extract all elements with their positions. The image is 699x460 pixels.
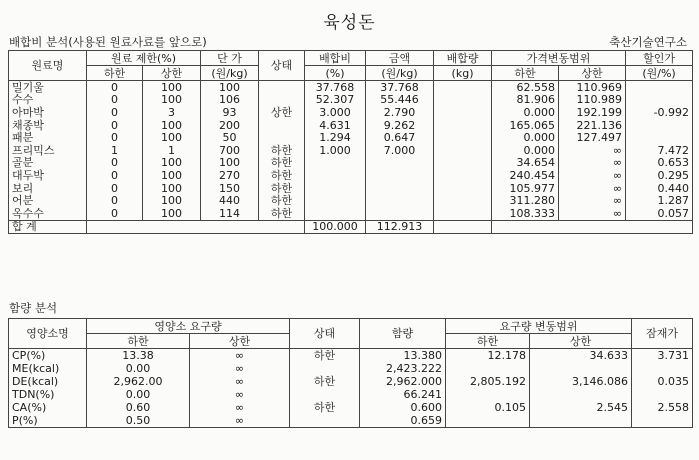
ingredient-name: 패분	[9, 131, 87, 144]
cost-amount	[366, 169, 434, 182]
nutrient-table	[8, 318, 693, 428]
price-range-high: ∞	[559, 207, 626, 220]
status: 하한	[259, 182, 305, 195]
total-spacer	[87, 220, 305, 234]
limit-low: 1	[87, 144, 143, 157]
requirement-low: 0.00	[87, 362, 190, 375]
mix-ratio: 3.000	[305, 106, 366, 119]
requirement-high: ∞	[190, 388, 290, 401]
ingredient-name: 옥수수	[9, 207, 87, 220]
requirement-low: 0.50	[87, 414, 190, 428]
nutrient-content: 2,962.000	[360, 375, 446, 388]
header-limit-high: 상한	[143, 66, 201, 81]
mix-ratio: 1.000	[305, 144, 366, 157]
header-amount: 금액	[366, 51, 434, 66]
limit-low: 0	[87, 194, 143, 207]
cost-amount: 9.262	[366, 119, 434, 132]
limit-low: 0	[87, 106, 143, 119]
requirement-high: ∞	[190, 401, 290, 414]
discount	[626, 131, 693, 144]
unit-price: 100	[201, 157, 259, 170]
discount: 0.057	[626, 207, 693, 220]
limit-low: 0	[87, 169, 143, 182]
req-range-high: 3,146.086	[530, 375, 632, 388]
ingredient-name: 골분	[9, 157, 87, 170]
table-row	[9, 349, 693, 363]
cost-amount	[366, 207, 434, 220]
discount	[626, 119, 693, 132]
total-row	[9, 220, 693, 234]
limit-low: 0	[87, 207, 143, 220]
limit-high: 100	[143, 182, 201, 195]
price-range-low: 105.977	[492, 182, 559, 195]
table-row	[9, 106, 693, 119]
ingredient-name: 어분	[9, 194, 87, 207]
status	[259, 94, 305, 107]
cost-amount	[366, 194, 434, 207]
unit-price: 270	[201, 169, 259, 182]
nutrient-content: 66.241	[360, 388, 446, 401]
table-row	[9, 194, 693, 207]
mix-ratio: 4.631	[305, 119, 366, 132]
discount: -0.992	[626, 106, 693, 119]
price-range-high: 127.497	[559, 131, 626, 144]
ingredient-name: 아마박	[9, 106, 87, 119]
requirement-high: ∞	[190, 414, 290, 428]
shadow-price: 0.035	[632, 375, 693, 388]
price-range-high: ∞	[559, 144, 626, 157]
limit-high: 100	[143, 169, 201, 182]
unit-price: 106	[201, 94, 259, 107]
mix-quantity	[434, 207, 492, 220]
formula-header-row-2	[9, 66, 693, 81]
price-range-high: 110.969	[559, 81, 626, 94]
status: 하한	[259, 207, 305, 220]
nutrient-status: 하한	[290, 375, 360, 388]
nutrient-content: 0.600	[360, 401, 446, 414]
price-range-low: 165.065	[492, 119, 559, 132]
table-row	[9, 414, 693, 428]
table-row	[9, 169, 693, 182]
header-req-low: 하한	[87, 334, 190, 349]
status: 상한	[259, 106, 305, 119]
nutrient-content: 13.380	[360, 349, 446, 363]
discount: 1.287	[626, 194, 693, 207]
limit-low: 0	[87, 131, 143, 144]
table-row	[9, 362, 693, 375]
nutrient-name: CP(%)	[9, 349, 87, 363]
discount	[626, 94, 693, 107]
table-row	[9, 144, 693, 157]
formula-section-title: 배합비 분석(사용된 원료사료를 앞으로)	[9, 35, 207, 49]
mix-ratio: 1.294	[305, 131, 366, 144]
req-range-low: 0.105	[446, 401, 530, 414]
unit-price: 700	[201, 144, 259, 157]
ingredient-name: 대두박	[9, 169, 87, 182]
formula-header-row	[9, 51, 693, 66]
req-range-low: 2,805.192	[446, 375, 530, 388]
mix-quantity	[434, 182, 492, 195]
price-range-low: 0.000	[492, 144, 559, 157]
total-label: 합 계	[9, 220, 87, 234]
requirement-low: 0.00	[87, 388, 190, 401]
header-nutrient: 영양소명	[9, 319, 87, 349]
header-discount: 할인가	[626, 51, 693, 66]
header-ratio: 배합비	[305, 51, 366, 66]
requirement-high: ∞	[190, 349, 290, 363]
page-title: 육성돈	[323, 13, 376, 33]
ingredient-name: 밀기울	[9, 81, 87, 94]
price-range-low: 34.654	[492, 157, 559, 170]
table-row	[9, 375, 693, 388]
limit-high: 100	[143, 157, 201, 170]
organization-name: 축산기술연구소	[609, 35, 687, 49]
header-qty: 배합량	[434, 51, 492, 66]
mix-ratio	[305, 169, 366, 182]
mix-quantity	[434, 106, 492, 119]
header-shadow-price: 잠재가	[632, 319, 693, 349]
req-range-high	[530, 388, 632, 401]
table-row	[9, 182, 693, 195]
limit-low: 0	[87, 119, 143, 132]
limit-high: 100	[143, 207, 201, 220]
header-amount-unit: (원/kg)	[366, 66, 434, 81]
table-row	[9, 81, 693, 94]
limit-low: 0	[87, 81, 143, 94]
nutrient-status: 하한	[290, 401, 360, 414]
status	[259, 131, 305, 144]
header-nutrient-status: 상태	[290, 319, 360, 349]
discount: 0.653	[626, 157, 693, 170]
req-range-high	[530, 414, 632, 428]
nutrient-status	[290, 388, 360, 401]
nutrient-content: 2,423.222	[360, 362, 446, 375]
price-range-high: 110.989	[559, 94, 626, 107]
price-range-low: 240.454	[492, 169, 559, 182]
table-row	[9, 207, 693, 220]
requirement-low: 0.60	[87, 401, 190, 414]
price-range-high: ∞	[559, 182, 626, 195]
table-row	[9, 94, 693, 107]
shadow-price	[632, 362, 693, 375]
price-range-low: 0.000	[492, 131, 559, 144]
status	[259, 81, 305, 94]
mix-quantity	[434, 157, 492, 170]
unit-price: 200	[201, 119, 259, 132]
total-amount: 112.913	[366, 220, 434, 234]
limit-high: 3	[143, 106, 201, 119]
mix-ratio	[305, 194, 366, 207]
mix-ratio: 52.307	[305, 94, 366, 107]
status: 하한	[259, 157, 305, 170]
price-range-low: 0.000	[492, 106, 559, 119]
discount	[626, 81, 693, 94]
req-range-high	[530, 362, 632, 375]
req-range-low	[446, 388, 530, 401]
cost-amount	[366, 182, 434, 195]
price-range-low: 311.280	[492, 194, 559, 207]
table-row	[9, 157, 693, 170]
req-range-high: 34.633	[530, 349, 632, 363]
shadow-price	[632, 414, 693, 428]
cost-amount: 2.790	[366, 106, 434, 119]
limit-high: 100	[143, 119, 201, 132]
price-range-high: 192.199	[559, 106, 626, 119]
total-ratio: 100.000	[305, 220, 366, 234]
total-qty	[434, 220, 492, 234]
mix-ratio	[305, 207, 366, 220]
limit-low: 0	[87, 182, 143, 195]
mix-ratio	[305, 157, 366, 170]
price-range-high: ∞	[559, 157, 626, 170]
nutrient-name: ME(kcal)	[9, 362, 87, 375]
mix-ratio: 37.768	[305, 81, 366, 94]
header-req-range: 요구량 변동범위	[446, 319, 632, 334]
discount: 7.472	[626, 144, 693, 157]
header-status: 상태	[259, 51, 305, 81]
status: 하한	[259, 194, 305, 207]
requirement-low: 13.38	[87, 349, 190, 363]
table-row	[9, 388, 693, 401]
limit-low: 0	[87, 94, 143, 107]
limit-high: 100	[143, 131, 201, 144]
unit-price: 100	[201, 81, 259, 94]
mix-quantity	[434, 169, 492, 182]
cost-amount: 7.000	[366, 144, 434, 157]
price-range-low: 108.333	[492, 207, 559, 220]
cost-amount: 37.768	[366, 81, 434, 94]
requirement-low: 2,962.00	[87, 375, 190, 388]
nutrient-name: P(%)	[9, 414, 87, 428]
nutrient-section-title: 함량 분석	[9, 301, 58, 315]
ingredient-name: 프리믹스	[9, 144, 87, 157]
req-range-low: 12.178	[446, 349, 530, 363]
header-content: 함량	[360, 319, 446, 349]
total-spacer-2	[492, 220, 693, 234]
price-range-low: 62.558	[492, 81, 559, 94]
table-row	[9, 401, 693, 414]
header-ratio-unit: (%)	[305, 66, 366, 81]
header-qty-unit: (kg)	[434, 66, 492, 81]
mix-quantity	[434, 131, 492, 144]
unit-price: 440	[201, 194, 259, 207]
status: 하한	[259, 144, 305, 157]
table-row	[9, 119, 693, 132]
mix-quantity	[434, 81, 492, 94]
header-requirement: 영양소 요구량	[87, 319, 290, 334]
limit-high: 100	[143, 81, 201, 94]
req-range-high: 2.545	[530, 401, 632, 414]
shadow-price	[632, 388, 693, 401]
nutrient-status	[290, 362, 360, 375]
unit-price: 114	[201, 207, 259, 220]
limit-high: 100	[143, 94, 201, 107]
price-range-high: ∞	[559, 194, 626, 207]
mix-quantity	[434, 144, 492, 157]
price-range-low: 81.906	[492, 94, 559, 107]
limit-high: 1	[143, 144, 201, 157]
nutrient-name: CA(%)	[9, 401, 87, 414]
header-req-range-high: 상한	[530, 334, 632, 349]
limit-low: 0	[87, 157, 143, 170]
ingredient-name: 보리	[9, 182, 87, 195]
header-price: 단 가	[201, 51, 259, 66]
unit-price: 93	[201, 106, 259, 119]
limit-high: 100	[143, 194, 201, 207]
discount: 0.295	[626, 169, 693, 182]
req-range-low	[446, 362, 530, 375]
formula-table	[8, 50, 693, 234]
header-price-range: 가격변동범위	[492, 51, 626, 66]
ingredient-name: 채종박	[9, 119, 87, 132]
price-range-high: ∞	[559, 169, 626, 182]
discount: 0.440	[626, 182, 693, 195]
price-range-high: 221.136	[559, 119, 626, 132]
header-ingredient: 원료명	[9, 51, 87, 81]
cost-amount: 55.446	[366, 94, 434, 107]
mix-ratio	[305, 182, 366, 195]
requirement-high: ∞	[190, 362, 290, 375]
nutrient-header-row	[9, 319, 693, 334]
header-price-unit: (원/kg)	[201, 66, 259, 81]
mix-quantity	[434, 94, 492, 107]
nutrient-content: 0.659	[360, 414, 446, 428]
table-row	[9, 131, 693, 144]
unit-price: 50	[201, 131, 259, 144]
cost-amount	[366, 157, 434, 170]
nutrient-status	[290, 414, 360, 428]
header-limit: 원료 제한(%)	[87, 51, 201, 66]
header-range-low: 하한	[492, 66, 559, 81]
nutrient-name: TDN(%)	[9, 388, 87, 401]
header-range-high: 상한	[559, 66, 626, 81]
cost-amount: 0.647	[366, 131, 434, 144]
header-req-range-low: 하한	[446, 334, 530, 349]
header-discount-unit: (원/%)	[626, 66, 693, 81]
shadow-price: 3.731	[632, 349, 693, 363]
status	[259, 119, 305, 132]
header-req-high: 상한	[190, 334, 290, 349]
unit-price: 150	[201, 182, 259, 195]
ingredient-name: 수수	[9, 94, 87, 107]
status: 하한	[259, 169, 305, 182]
mix-quantity	[434, 119, 492, 132]
mix-quantity	[434, 194, 492, 207]
nutrient-name: DE(kcal)	[9, 375, 87, 388]
requirement-high: ∞	[190, 375, 290, 388]
header-limit-low: 하한	[87, 66, 143, 81]
req-range-low	[446, 414, 530, 428]
shadow-price: 2.558	[632, 401, 693, 414]
nutrient-status: 하한	[290, 349, 360, 363]
